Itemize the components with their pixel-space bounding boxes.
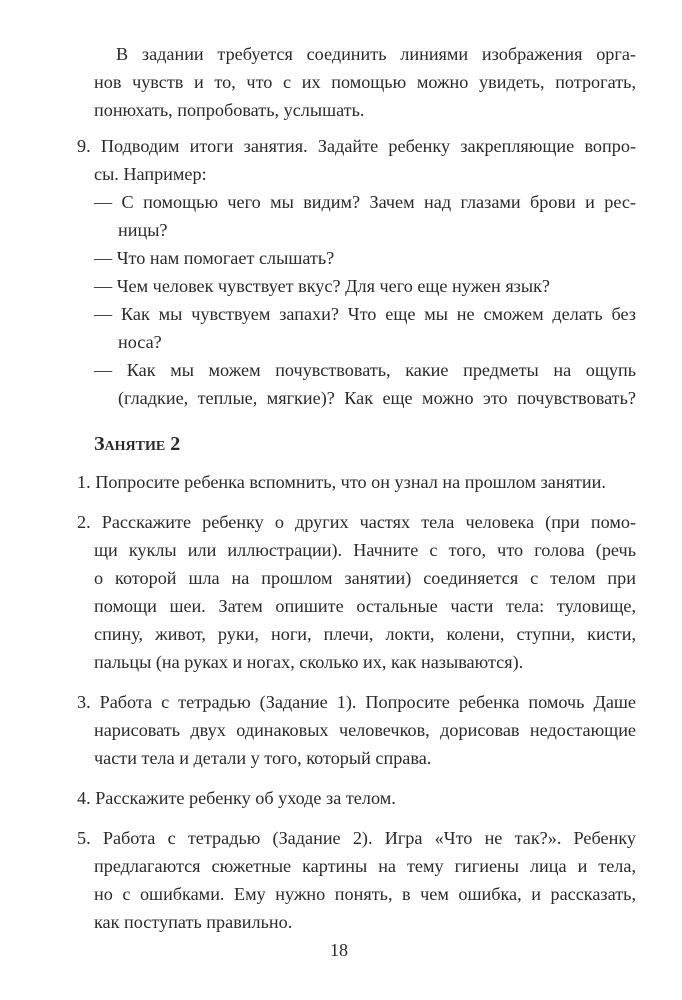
question-3: — Чем человек чувствует вкус? Для чего еще нужен язык?: [94, 276, 550, 296]
question-5-line-1: — Как мы можем почувствовать, какие предметы на ощупь: [94, 360, 636, 380]
intro-line-3: понюхать, попробовать, услышать.: [94, 100, 365, 120]
question-5-line-2: (гладкие, теплые, мягкие)? Как еще можно это почувствовать?: [118, 388, 636, 408]
question-4-line-1: — Как мы чувствуем запахи? Что еще мы не сможем делать без: [94, 304, 636, 324]
lesson-item-2-line-5: спину, живот, руки, ноги, плечи, локти, колени, ступни, кисти,: [94, 624, 636, 644]
item-9-line-2: сы. Например:: [94, 164, 207, 184]
lesson-item-2-line-6: пальцы (на руках и ногах, сколько их, как называются).: [94, 652, 524, 672]
lesson-item-2-line-2: щи куклы или иллюстрации). Начните с того, что голова (речь: [94, 540, 636, 560]
lesson-item-2-line-1: 2. Расскажите ребенку о других частях тела человека (при помо-: [77, 512, 636, 532]
lesson-item-5-line-2: предлагаются сюжетные картины на тему гигиены лица и тела,: [94, 856, 636, 876]
lesson-item-3-line-3: части тела и детали у того, который справа.: [94, 748, 432, 768]
item-9-line-1: 9. Подводим итоги занятия. Задайте ребенку закрепляющие вопро-: [77, 136, 636, 156]
lesson-item-2-line-4: помощи шеи. Затем опишите остальные части тела: туловище,: [94, 596, 636, 616]
section-heading: Занятие 2: [94, 433, 181, 455]
lesson-item-2-line-3: о которой шла на прошлом занятии) соединяется с телом при: [94, 568, 636, 588]
lesson-item-5-line-3: но с ошибками. Ему нужно понять, в чем ошибка, и рассказать,: [94, 884, 636, 904]
lesson-item-5-line-4: как поступать правильно.: [94, 912, 293, 932]
lesson-item-4: 4. Расскажите ребенку об уходе за телом.: [77, 788, 396, 808]
lesson-item-5-line-1: 5. Работа с тетрадью (Задание 2). Игра «Что не так?». Ребенку: [77, 828, 636, 848]
question-4-line-2: носа?: [118, 332, 162, 352]
intro-line-2: нов чувств и то, что с их помощью можно увидеть, потрогать,: [94, 72, 636, 92]
question-1-line-1: — С помощью чего мы видим? Зачем над глазами брови и рес-: [94, 192, 636, 212]
question-1-line-2: ницы?: [118, 220, 168, 240]
intro-line-1: В задании требуется соединить линиями изображения орга-: [116, 44, 636, 64]
page-number: 18: [330, 940, 348, 960]
question-2: — Что нам помогает слышать?: [94, 248, 335, 268]
lesson-item-1: 1. Попросите ребенка вспомнить, что он узнал на прошлом занятии.: [77, 472, 606, 492]
lesson-item-3-line-1: 3. Работа с тетрадью (Задание 1). Попросите ребенка помочь Даше: [77, 692, 636, 712]
lesson-item-3-line-2: нарисовать двух одинаковых человечков, дорисовав недостающие: [94, 720, 636, 740]
